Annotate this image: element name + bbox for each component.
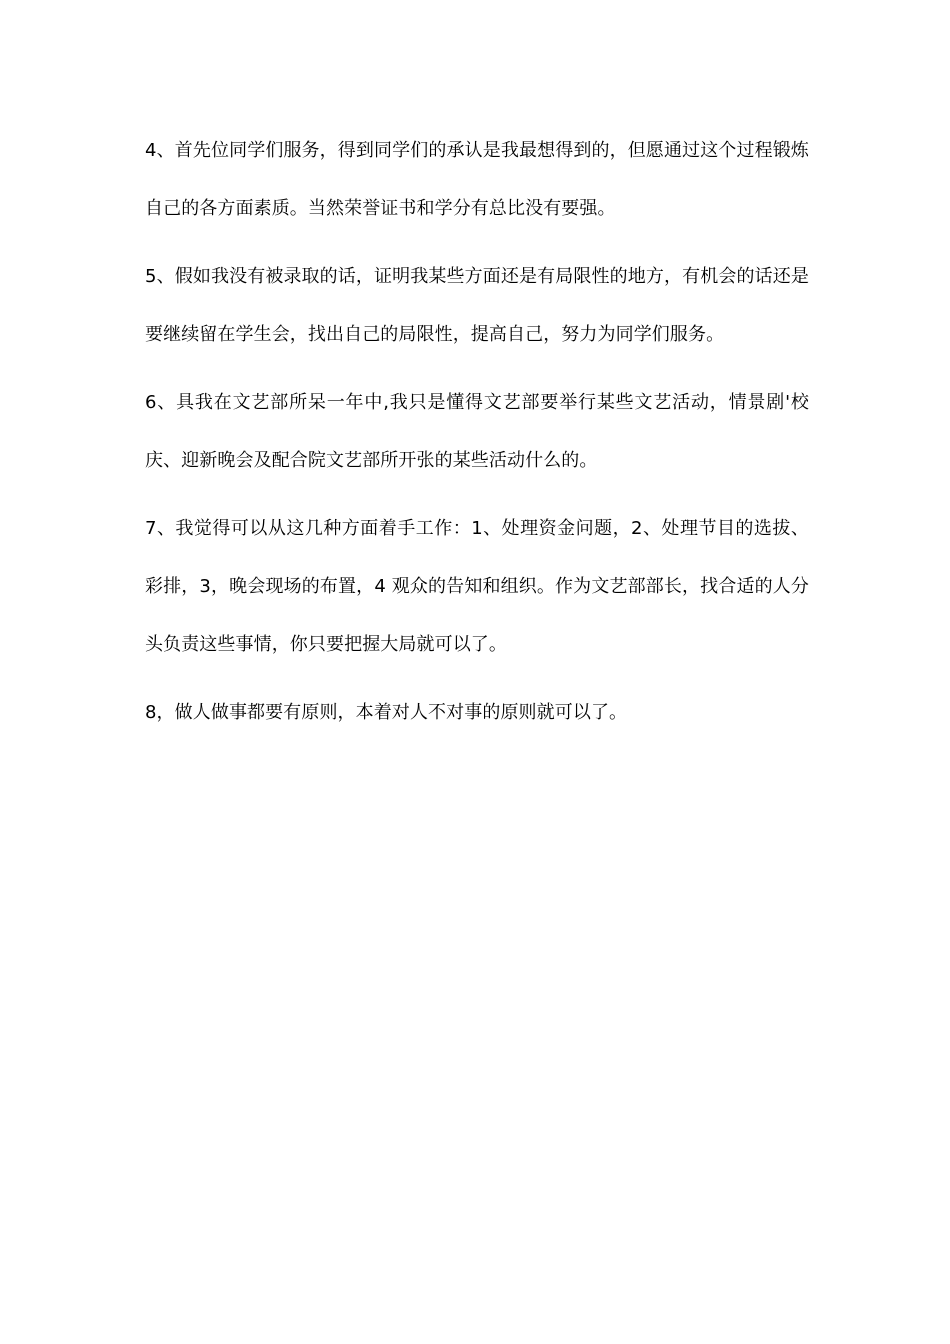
paragraph-8: 8，做人做事都要有原则，本着对人不对事的原则就可以了。 — [145, 702, 628, 723]
paragraph-5: 5、假如我没有被录取的话，证明我某些方面还是有局限性的地方，有机会的话还是要继续留在学生会，找出自己的局限性，提高自己，努力为同学们服务。 — [145, 266, 809, 345]
paragraph-4: 4、首先位同学们服务，得到同学们的承认是我最想得到的，但愿通过这个过程锻炼自己的各方面素质。当然荣誉证书和学分有总比没有要强。 — [145, 140, 809, 219]
document-body — [145, 122, 809, 752]
paragraph-7: 7、我觉得可以从这几种方面着手工作：1、处理资金问题，2、处理节目的选拔、彩排，3，晚会现场的布置，4 观众的告知和组织。作为文艺部部长，找合适的人分头负责这些事情，你只要把握大局就可以了。 — [145, 518, 809, 655]
paragraph-6: 6、具我在文艺部所呆一年中,我只是懂得文艺部要举行某些文艺活动，情景剧'校庆、迎新晚会及配合院文艺部所开张的某些活动什么的。 — [145, 392, 809, 471]
